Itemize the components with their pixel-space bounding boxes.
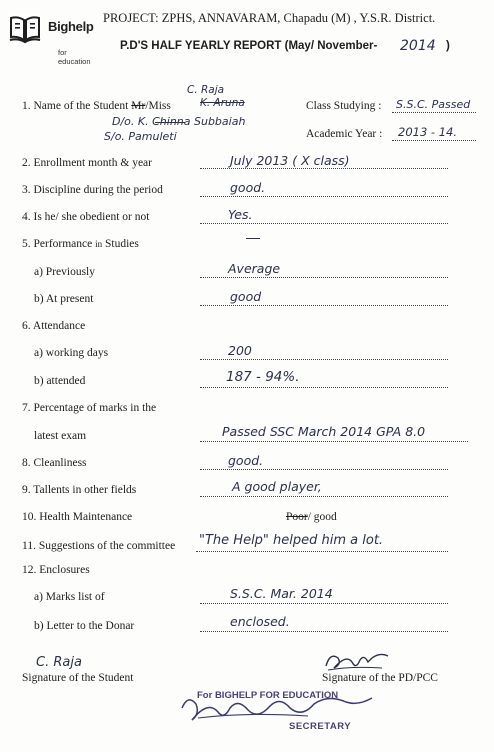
letter-donar-value: enclosed.: [230, 614, 290, 629]
latest-exam-line: [200, 441, 468, 442]
logo-tagline: for education: [58, 48, 91, 66]
latest-exam-label: latest exam: [34, 430, 87, 442]
mr-option: Mr: [131, 100, 146, 112]
report-title: P.D'S HALF YEARLY REPORT (May/ November-: [120, 40, 378, 52]
attendance-label: 6. Attendance: [22, 320, 86, 332]
suggestions-line: [196, 551, 448, 552]
obedient-value: Yes.: [228, 207, 253, 222]
student-signature-label: Signature of the Student: [22, 672, 134, 684]
discipline-value: good.: [230, 180, 266, 195]
enrollment-value: July 2013 ( X class): [230, 153, 350, 168]
student-signature: C. Raja: [36, 655, 82, 670]
attended-label: b) attended: [34, 375, 86, 387]
enrollment-line: [200, 168, 448, 169]
discipline-line: [200, 196, 448, 197]
talents-value: A good player,: [232, 479, 322, 494]
at-present-label: b) At present: [34, 293, 94, 305]
cleanliness-line: [200, 469, 448, 470]
student-name-handwritten: C. Raja: [187, 84, 225, 96]
obedient-line: [200, 223, 448, 224]
report-title-close: ): [446, 40, 450, 52]
latest-exam-value: Passed SSC March 2014 GPA 8.0: [222, 424, 426, 439]
logo-name: Bighelp: [48, 19, 94, 34]
enclosures-label: 12. Enclosures: [22, 564, 90, 576]
seal-org: For BIGHELP FOR EDUCATION: [197, 690, 339, 701]
class-studying-line: [392, 112, 476, 113]
previously-label: a) Previously: [34, 266, 96, 278]
at-present-value: good: [230, 289, 262, 304]
crossed-name: K. Aruna: [200, 97, 245, 109]
previously-line: [200, 277, 448, 278]
obedient-label: 4. Is he/ she obedient or not: [22, 211, 150, 223]
suggestions-value: "The Help" helped him a lot.: [199, 533, 384, 548]
working-days-label: a) working days: [34, 347, 109, 359]
pd-signature-label: Signature of the PD/PCC: [322, 672, 438, 684]
previously-value: Average: [228, 261, 281, 276]
letter-donar-line: [200, 631, 448, 632]
parent-strike: [155, 122, 185, 123]
working-days-value: 200: [228, 343, 252, 358]
bighelp-logo: [6, 8, 96, 66]
class-studying-value: S.S.C. Passed: [396, 98, 471, 111]
health-good-option: / good: [307, 511, 337, 523]
student-name-label: 1. Name of the Student Mr/Miss: [22, 100, 171, 112]
working-days-line: [200, 359, 448, 360]
talents-line: [200, 496, 448, 497]
performance-label: 5. Performance in Studies: [22, 238, 139, 250]
health-label: 10. Health Maintenance: [22, 511, 133, 523]
attended-value: 187 - 94%.: [226, 369, 300, 385]
report-year: 2014: [400, 38, 436, 54]
at-present-line: [200, 305, 448, 306]
health-poor-option: Poor: [286, 511, 308, 523]
academic-year-line: [392, 140, 476, 141]
marks-list-value: S.S.C. Mar. 2014: [230, 586, 333, 601]
class-studying-label: Class Studying :: [306, 100, 382, 112]
percentage-label: 7. Percentage of marks in the: [22, 402, 157, 414]
student-parent: D/o. K. Chinna Subbaiah: [112, 115, 246, 128]
attended-line: [200, 387, 448, 388]
marks-list-line: [200, 603, 448, 604]
student-so: S/o. Pamuleti: [104, 130, 177, 143]
project-heading: PROJECT: ZPHS, ANNAVARAM, Chapadu (M) , Y.S.R. District.: [103, 11, 436, 25]
enrollment-label: 2. Enrollment month & year: [22, 157, 152, 169]
academic-year-value: 2013 - 14.: [398, 125, 458, 139]
discipline-label: 3. Discipline during the period: [22, 184, 163, 196]
suggestions-label: 11. Suggestions of the committee: [22, 540, 176, 552]
open-book-icon: [8, 12, 42, 46]
talents-label: 9. Tallents in other fields: [22, 484, 137, 496]
health-options: [286, 511, 337, 523]
seal-secretary: SECRETARY: [289, 721, 352, 732]
marks-list-label: a) Marks list of: [34, 591, 105, 603]
cleanliness-label: 8. Cleanliness: [22, 457, 87, 469]
academic-year-label: Academic Year :: [306, 128, 383, 140]
letter-donar-label: b) Letter to the Donar: [34, 620, 135, 632]
cleanliness-value: good.: [228, 453, 264, 468]
performance-stray-mark: [246, 238, 260, 239]
